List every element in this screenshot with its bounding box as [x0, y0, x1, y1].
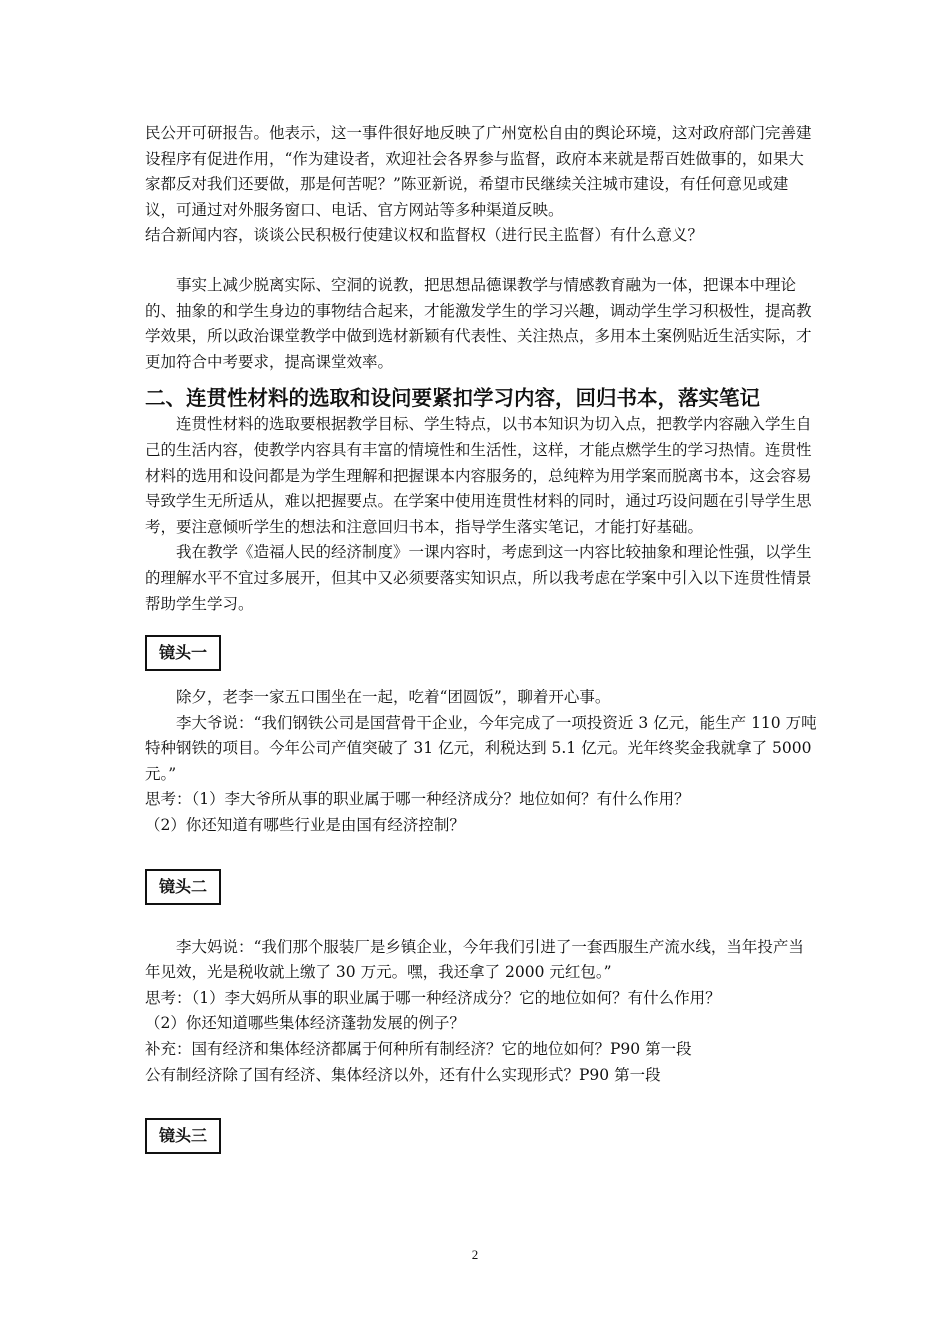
- page-number: 2: [471, 1247, 479, 1262]
- shot-3-box-wrap: [145, 1118, 817, 1154]
- section-heading: 二、连贯性材料的选取和设问要紧扣学习内容，回归书本，落实笔记: [145, 386, 760, 411]
- shot-2-supplement-2: 公有制经济除了国有经济、集体经济以外，还有什么实现形式？P90 第一段: [145, 1065, 661, 1084]
- shot-2-label: 镜头二: [145, 869, 221, 905]
- shot-1-scene: 除夕，老李一家五口围坐在一起，吃着“团圆饭”，聊着开心事。: [176, 688, 611, 707]
- section-paragraph-2: 我在教学《造福人民的经济制度》一课内容时，考虑到这一内容比较抽象和理论性强，以学生的理解水平不宜过多展开，但其中又必须要落实知识点，所以我考虑在学案中引入以下连贯性情景帮助学生学习。: [145, 543, 812, 613]
- section-paragraph-1: 连贯性材料的选取要根据教学目标、学生特点，以书本知识为切入点，把教学内容融入学生自己的生活内容，使教学内容具有丰富的情境性和生活性，这样，才能点燃学生的学习热情。连贯性材料的选用和设问都是为学生理解和把握课本内容服务的，总纯粹为用学案而脱离书本，这会容易导致学生无所适从，难以把握要点。在学案中使用连贯性材料的同时，通过巧设问题在引导学生思考，要注意倾听学生的想法和注意回归书本，指导学生落实笔记，才能打好基础。: [145, 415, 812, 536]
- news-paragraph: 民公开可研报告。他表示，这一事件很好地反映了广州宽松自由的舆论环境，这对政府部门完善建设程序有促进作用，“作为建设者，欢迎社会各界参与监督，政府本来就是帮百姓做事的，如果大家都反对我们还要做，那是何苦呢？”陈亚新说，希望市民继续关注城市建设，有任何意见或建议，可通过对外服务窗口、电话、官方网站等多种渠道反映。: [145, 124, 812, 219]
- shot-2-question-2: （2）你还知道哪些集体经济蓬勃发展的例子？: [145, 1014, 465, 1033]
- shot-2-dialogue: 李大妈说：“我们那个服装厂是乡镇企业，今年我们引进了一套西服生产流水线，当年投产当年见效，光是税收就上缴了 30 万元。嘿，我还拿了 2000 元红包。”: [145, 937, 804, 982]
- discussion-question: 结合新闻内容，谈谈公民积极行使建议权和监督权（进行民主监督）有什么意义？: [145, 226, 704, 245]
- shot-2-box-wrap: [145, 869, 817, 905]
- shot-3-label: 镜头三: [145, 1118, 221, 1154]
- page-content: [145, 121, 817, 1154]
- shot-1-question-1: 思考：（1）李大爷所从事的职业属于哪一种经济成分？地位如何？有什么作用？: [145, 790, 690, 809]
- shot-1-box-wrap: [145, 635, 817, 671]
- shot-1-dialogue: 李大爷说：“我们钢铁公司是国营骨干企业，今年完成了一项投资近 3 亿元，能生产 110 万吨特种钢铁的项目。今年公司产值突破了 31 亿元，利税达到 5.1 亿元。光年终奖金我就拿了 5000 元。”: [145, 713, 817, 783]
- shot-2-question-1: 思考：（1）李大妈所从事的职业属于哪一种经济成分？它的地位如何？有什么作用？: [145, 988, 721, 1007]
- shot-1-question-2: （2）你还知道有哪些行业是由国有经济控制？: [145, 816, 465, 835]
- shot-1-label: 镜头一: [145, 635, 221, 671]
- summary-paragraph: 事实上减少脱离实际、空洞的说教，把思想品德课教学与情感教育融为一体，把课本中理论的、抽象的和学生身边的事物结合起来，才能激发学生的学习兴趣，调动学生学习积极性，提高教学效果，所以政治课堂教学中做到选材新颖有代表性、关注热点，多用本土案例贴近生活实际，才更加符合中考要求，提高课堂效率。: [145, 275, 812, 371]
- shot-2-supplement-1: 补充：国有经济和集体经济都属于何种所有制经济？它的地位如何？P90 第一段: [145, 1040, 692, 1059]
